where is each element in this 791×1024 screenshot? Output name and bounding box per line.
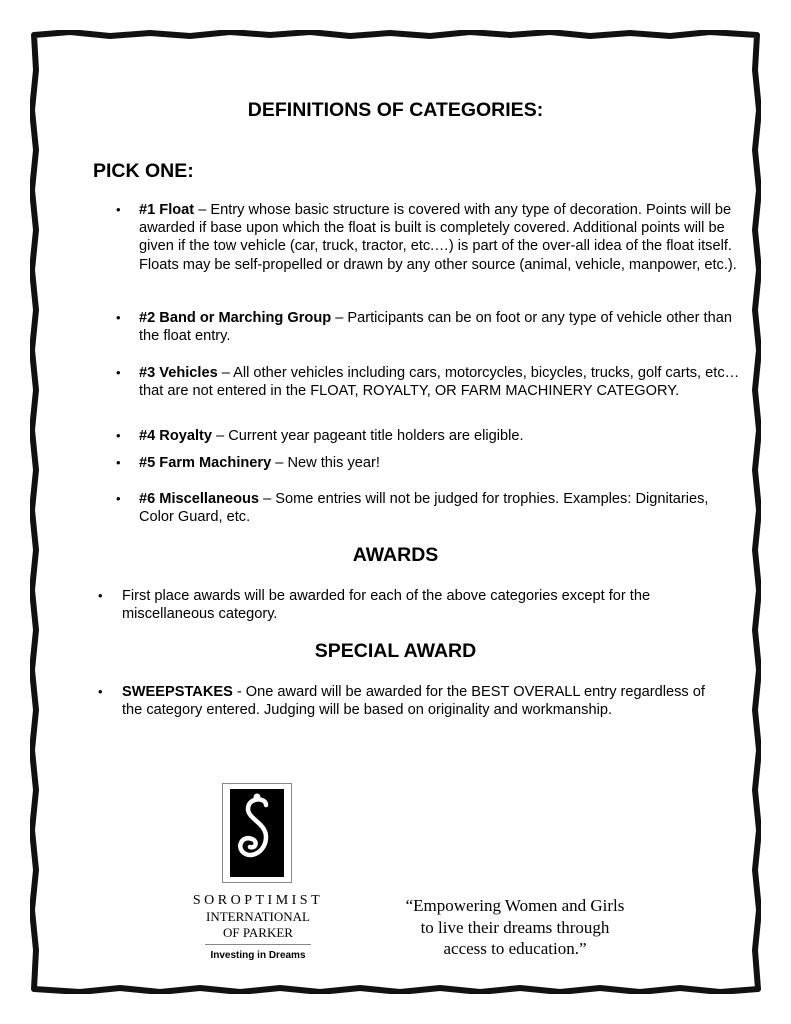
logo-org-line3: OF PARKER [223, 925, 293, 940]
logo-divider [205, 944, 311, 945]
list-item [116, 490, 747, 526]
category-name: #3 Vehicles [139, 365, 218, 381]
list-item [98, 683, 722, 719]
special-award-description: - One award will be awarded for the BEST OVERALL entry regardless of the category entered. Judging will be based on originality and workmanship. [122, 684, 705, 719]
category-name: #4 Royalty [139, 428, 213, 444]
bullet-icon: • [116, 365, 121, 380]
category-description: – Current year pageant title holders are eligible. [212, 428, 524, 444]
list-item [116, 454, 747, 472]
category-name: #1 Float [139, 202, 195, 218]
category-name: #5 Farm Machinery [139, 455, 272, 471]
mission-quote [370, 895, 660, 960]
list-item [116, 364, 747, 400]
category-description: – New this year! [271, 455, 380, 471]
logo-org-line2: INTERNATIONAL [206, 909, 310, 924]
special-award-heading: SPECIAL AWARD [314, 640, 477, 662]
list-item [116, 427, 747, 445]
bullet-icon: • [116, 491, 121, 506]
bullet-icon: • [98, 588, 103, 603]
bullet-icon: • [116, 428, 121, 443]
logo-org-name: SOROPTIMIST [192, 893, 324, 908]
logo-org-subtitle [178, 909, 338, 941]
category-description: – Participants can be on foot or any type of vehicle other than the float entry. [139, 310, 732, 345]
category-description: – All other vehicles including cars, motorcycles, bicycles, trucks, golf carts, etc… that are not entered in the FLOAT, ROYALTY, OR FARM MACHINERY CATEGORY. [139, 365, 740, 400]
bullet-icon: • [116, 310, 121, 325]
special-award-name: SWEEPSTAKES [122, 684, 233, 700]
award-text: First place awards will be awarded for each of the above categories except for the miscellaneous category. [122, 588, 651, 623]
awards-heading: AWARDS [352, 544, 439, 566]
quote-line: “Empowering Women and Girls [405, 896, 625, 915]
category-description: – Entry whose basic structure is covered with any type of decoration. Points will be awarded if base upon which the float is built is completely covered. Additional points will be given if the tow vehicle (car, truck, tractor, etc.…) is part of the over-all idea of the float itself. Floats may be self-propelled or drawn by any other source (animal, vehicle, manpower, etc.). [139, 202, 737, 273]
quote-line: access to education.” [443, 939, 587, 958]
special-award-list [98, 683, 722, 719]
bullet-icon: • [116, 202, 121, 217]
bullet-icon: • [116, 455, 121, 470]
soroptimist-logo-icon [222, 783, 292, 883]
category-description: – Some entries will not be judged for trophies. Examples: Dignitaries, Color Guard, etc. [139, 491, 709, 526]
list-item [116, 309, 747, 345]
quote-line: to live their dreams through [420, 917, 610, 937]
category-name: #6 Miscellaneous [139, 491, 260, 507]
list-item [98, 587, 722, 623]
pick-one-heading: PICK ONE: [93, 160, 194, 182]
bullet-icon: • [98, 684, 103, 699]
logo-tagline: Investing in Dreams [210, 950, 306, 961]
page-title: DEFINITIONS OF CATEGORIES: [247, 99, 544, 121]
list-item [116, 201, 747, 274]
awards-list [98, 587, 722, 623]
category-name: #2 Band or Marching Group [139, 310, 332, 326]
